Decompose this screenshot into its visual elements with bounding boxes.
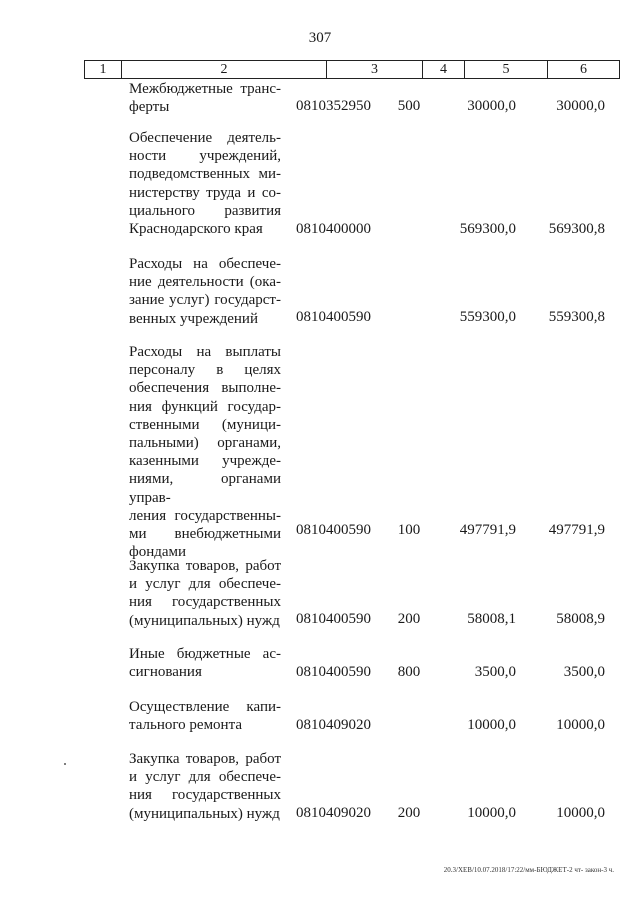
margin-mark (64, 763, 66, 765)
row-3-name-line: ния функций государ- (129, 398, 281, 415)
row-6-code: 0810409020 (296, 717, 371, 733)
row-3-name-line: ления государственны- (129, 507, 281, 524)
row-5-name-line: Иные бюджетные ас- (129, 646, 281, 662)
row-0-value-6: 30000,0 (556, 98, 605, 114)
header-col-6: 6 (548, 61, 620, 78)
row-7-code: 0810409020 (296, 805, 371, 821)
row-3-name-line: пальными) органами, (129, 435, 281, 452)
row-3-name-line: ственными (муници- (129, 416, 281, 433)
row-5-value-5: 3500,0 (474, 664, 516, 680)
row-0-name (129, 80, 281, 116)
row-3-name-line: ниями, органами управ- (129, 471, 281, 506)
row-7-name-line: Закупка товаров, работ (129, 751, 281, 767)
row-2-value-5: 559300,0 (459, 309, 516, 325)
row-3-name-line: ми внебюджетными (129, 526, 281, 543)
row-1-name-line: циального развития (129, 202, 281, 219)
row-5-name-line: сигнования (129, 664, 202, 681)
row-7-name-line: ния государственных (129, 787, 281, 804)
row-4-name-line: и услуг для обеспече- (129, 576, 281, 593)
row-2-name-line: Расходы на обеспече- (129, 256, 281, 272)
row-3-name (129, 343, 281, 561)
row-3-value-6: 497791,9 (548, 522, 605, 538)
row-4-name-line: ния государственных (129, 594, 281, 611)
row-6-value-6: 10000,0 (556, 717, 605, 733)
row-3-name-line: обеспечения выполне- (129, 380, 281, 397)
row-3-type: 100 (397, 522, 421, 538)
row-1-name (129, 129, 281, 238)
row-5-type: 800 (397, 664, 421, 680)
row-6-name-line: Осуществление капи- (129, 699, 281, 715)
row-4-value-6: 58008,9 (556, 611, 605, 627)
row-1-name-line: ности учреждений, (129, 148, 281, 165)
row-0-value-5: 30000,0 (467, 98, 516, 114)
row-6-name (129, 698, 281, 734)
row-7-name (129, 750, 281, 823)
row-7-name-line: (муниципальных) нужд (129, 805, 280, 822)
row-3-name-line: персоналу в целях (129, 362, 281, 379)
row-4-type: 200 (397, 611, 421, 627)
row-1-value-5: 569300,0 (459, 221, 516, 237)
row-1-name-line: Краснодарского края (129, 221, 263, 238)
row-4-name-line: (муниципальных) нужд (129, 612, 280, 629)
row-2-value-6: 559300,8 (548, 309, 605, 325)
footer-note: 20.3/ХЕВ/10.07.2018/17:22/мм-БЮДЖЕТ-2 чт- закон-3 ч. (443, 866, 614, 874)
row-0-name-line: Межбюджетные транс- (129, 81, 281, 97)
row-3-name-line: казенными учрежде- (129, 453, 281, 470)
row-4-code: 0810400590 (296, 611, 371, 627)
row-2-code: 0810400590 (296, 309, 371, 325)
row-1-name-line: нистерству труда и со- (129, 184, 281, 201)
row-4-value-5: 58008,1 (467, 611, 516, 627)
row-0-name-line: ферты (129, 99, 170, 116)
row-5-value-6: 3500,0 (563, 664, 605, 680)
header-col-5: 5 (465, 61, 548, 78)
header-col-4: 4 (423, 61, 465, 78)
row-1-name-line: Обеспечение деятель- (129, 130, 281, 146)
row-7-name-line: и услуг для обеспече- (129, 769, 281, 786)
row-2-name (129, 255, 281, 328)
row-7-value-5: 10000,0 (467, 805, 516, 821)
header-col-2: 2 (122, 61, 327, 78)
table-header (84, 60, 620, 79)
row-6-name-line: тального ремонта (129, 717, 242, 734)
row-1-name-line: подведомственных ми- (129, 166, 281, 183)
row-1-code: 0810400000 (296, 221, 371, 237)
row-3-code: 0810400590 (296, 522, 371, 538)
row-3-name-line: фондами (129, 544, 187, 561)
row-5-code: 0810400590 (296, 664, 371, 680)
header-col-3: 3 (327, 61, 423, 78)
row-3-name-line: Расходы на выплаты (129, 344, 281, 360)
row-2-name-line: венных учреждений (129, 310, 258, 327)
row-0-type: 500 (397, 98, 421, 114)
row-7-value-6: 10000,0 (556, 805, 605, 821)
page-number: 307 (308, 30, 332, 46)
row-2-name-line: зание услуг) государст- (129, 292, 281, 309)
row-4-name-line: Закупка товаров, работ (129, 558, 281, 574)
row-6-value-5: 10000,0 (467, 717, 516, 733)
row-2-name-line: ние деятельности (ока- (129, 274, 281, 291)
row-7-type: 200 (397, 805, 421, 821)
row-1-value-6: 569300,8 (548, 221, 605, 237)
row-5-name (129, 645, 281, 681)
row-3-value-5: 497791,9 (459, 522, 516, 538)
row-4-name (129, 557, 281, 630)
row-0-code: 0810352950 (296, 98, 371, 114)
header-col-1: 1 (84, 61, 122, 78)
